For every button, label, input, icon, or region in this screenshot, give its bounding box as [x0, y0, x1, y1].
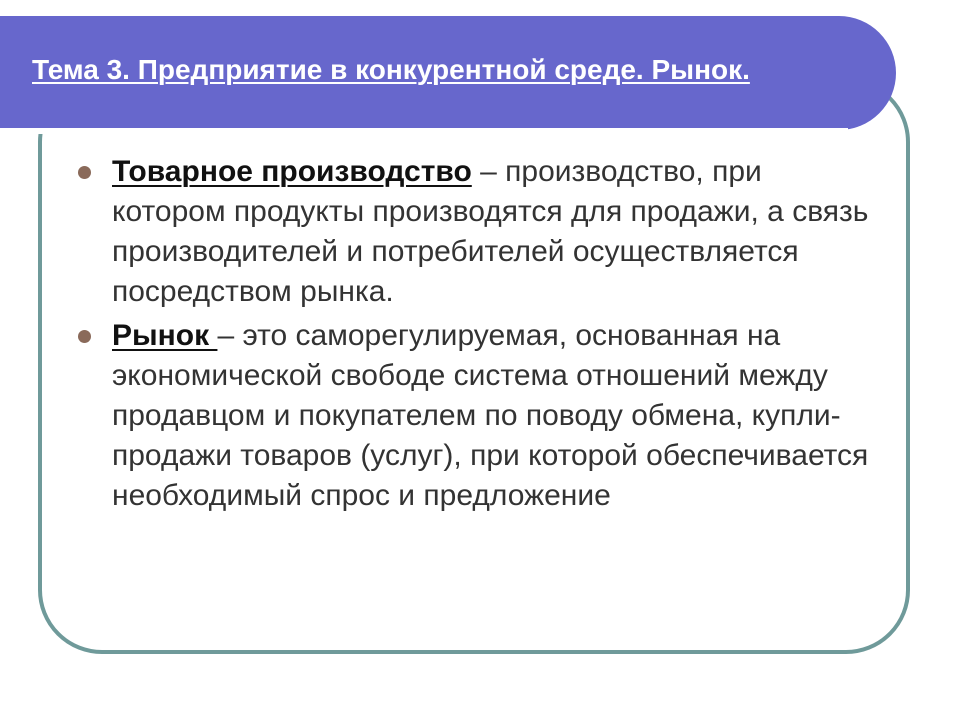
- bullet-list: [76, 152, 876, 520]
- definition-market: – это саморегулируемая, основанная на экономической свободе система отношений между продавцом и покупателем по поводу обмена, купли-продажи товаров (услуг), при которой обеспечивается необходимый спрос и предложение: [112, 319, 869, 512]
- term-market: Рынок: [112, 319, 218, 352]
- bullet-item-commodity-production: [76, 152, 876, 312]
- bullet-dot-icon: [78, 166, 91, 179]
- term-commodity-production: Товарное производство: [112, 155, 472, 188]
- title-bar: [0, 16, 896, 130]
- definition-commodity-production: – производство, при котором продукты производятся для продажи, а связь производителей и потребителей осуществляется посредством рынка.: [112, 155, 869, 308]
- title-underline-rule: [0, 128, 848, 134]
- bullet-dot-icon: [78, 330, 91, 343]
- bullet-item-market: [76, 316, 876, 516]
- slide-title: Тема 3. Предприятие в конкурентной среде. Рынок.: [32, 54, 750, 85]
